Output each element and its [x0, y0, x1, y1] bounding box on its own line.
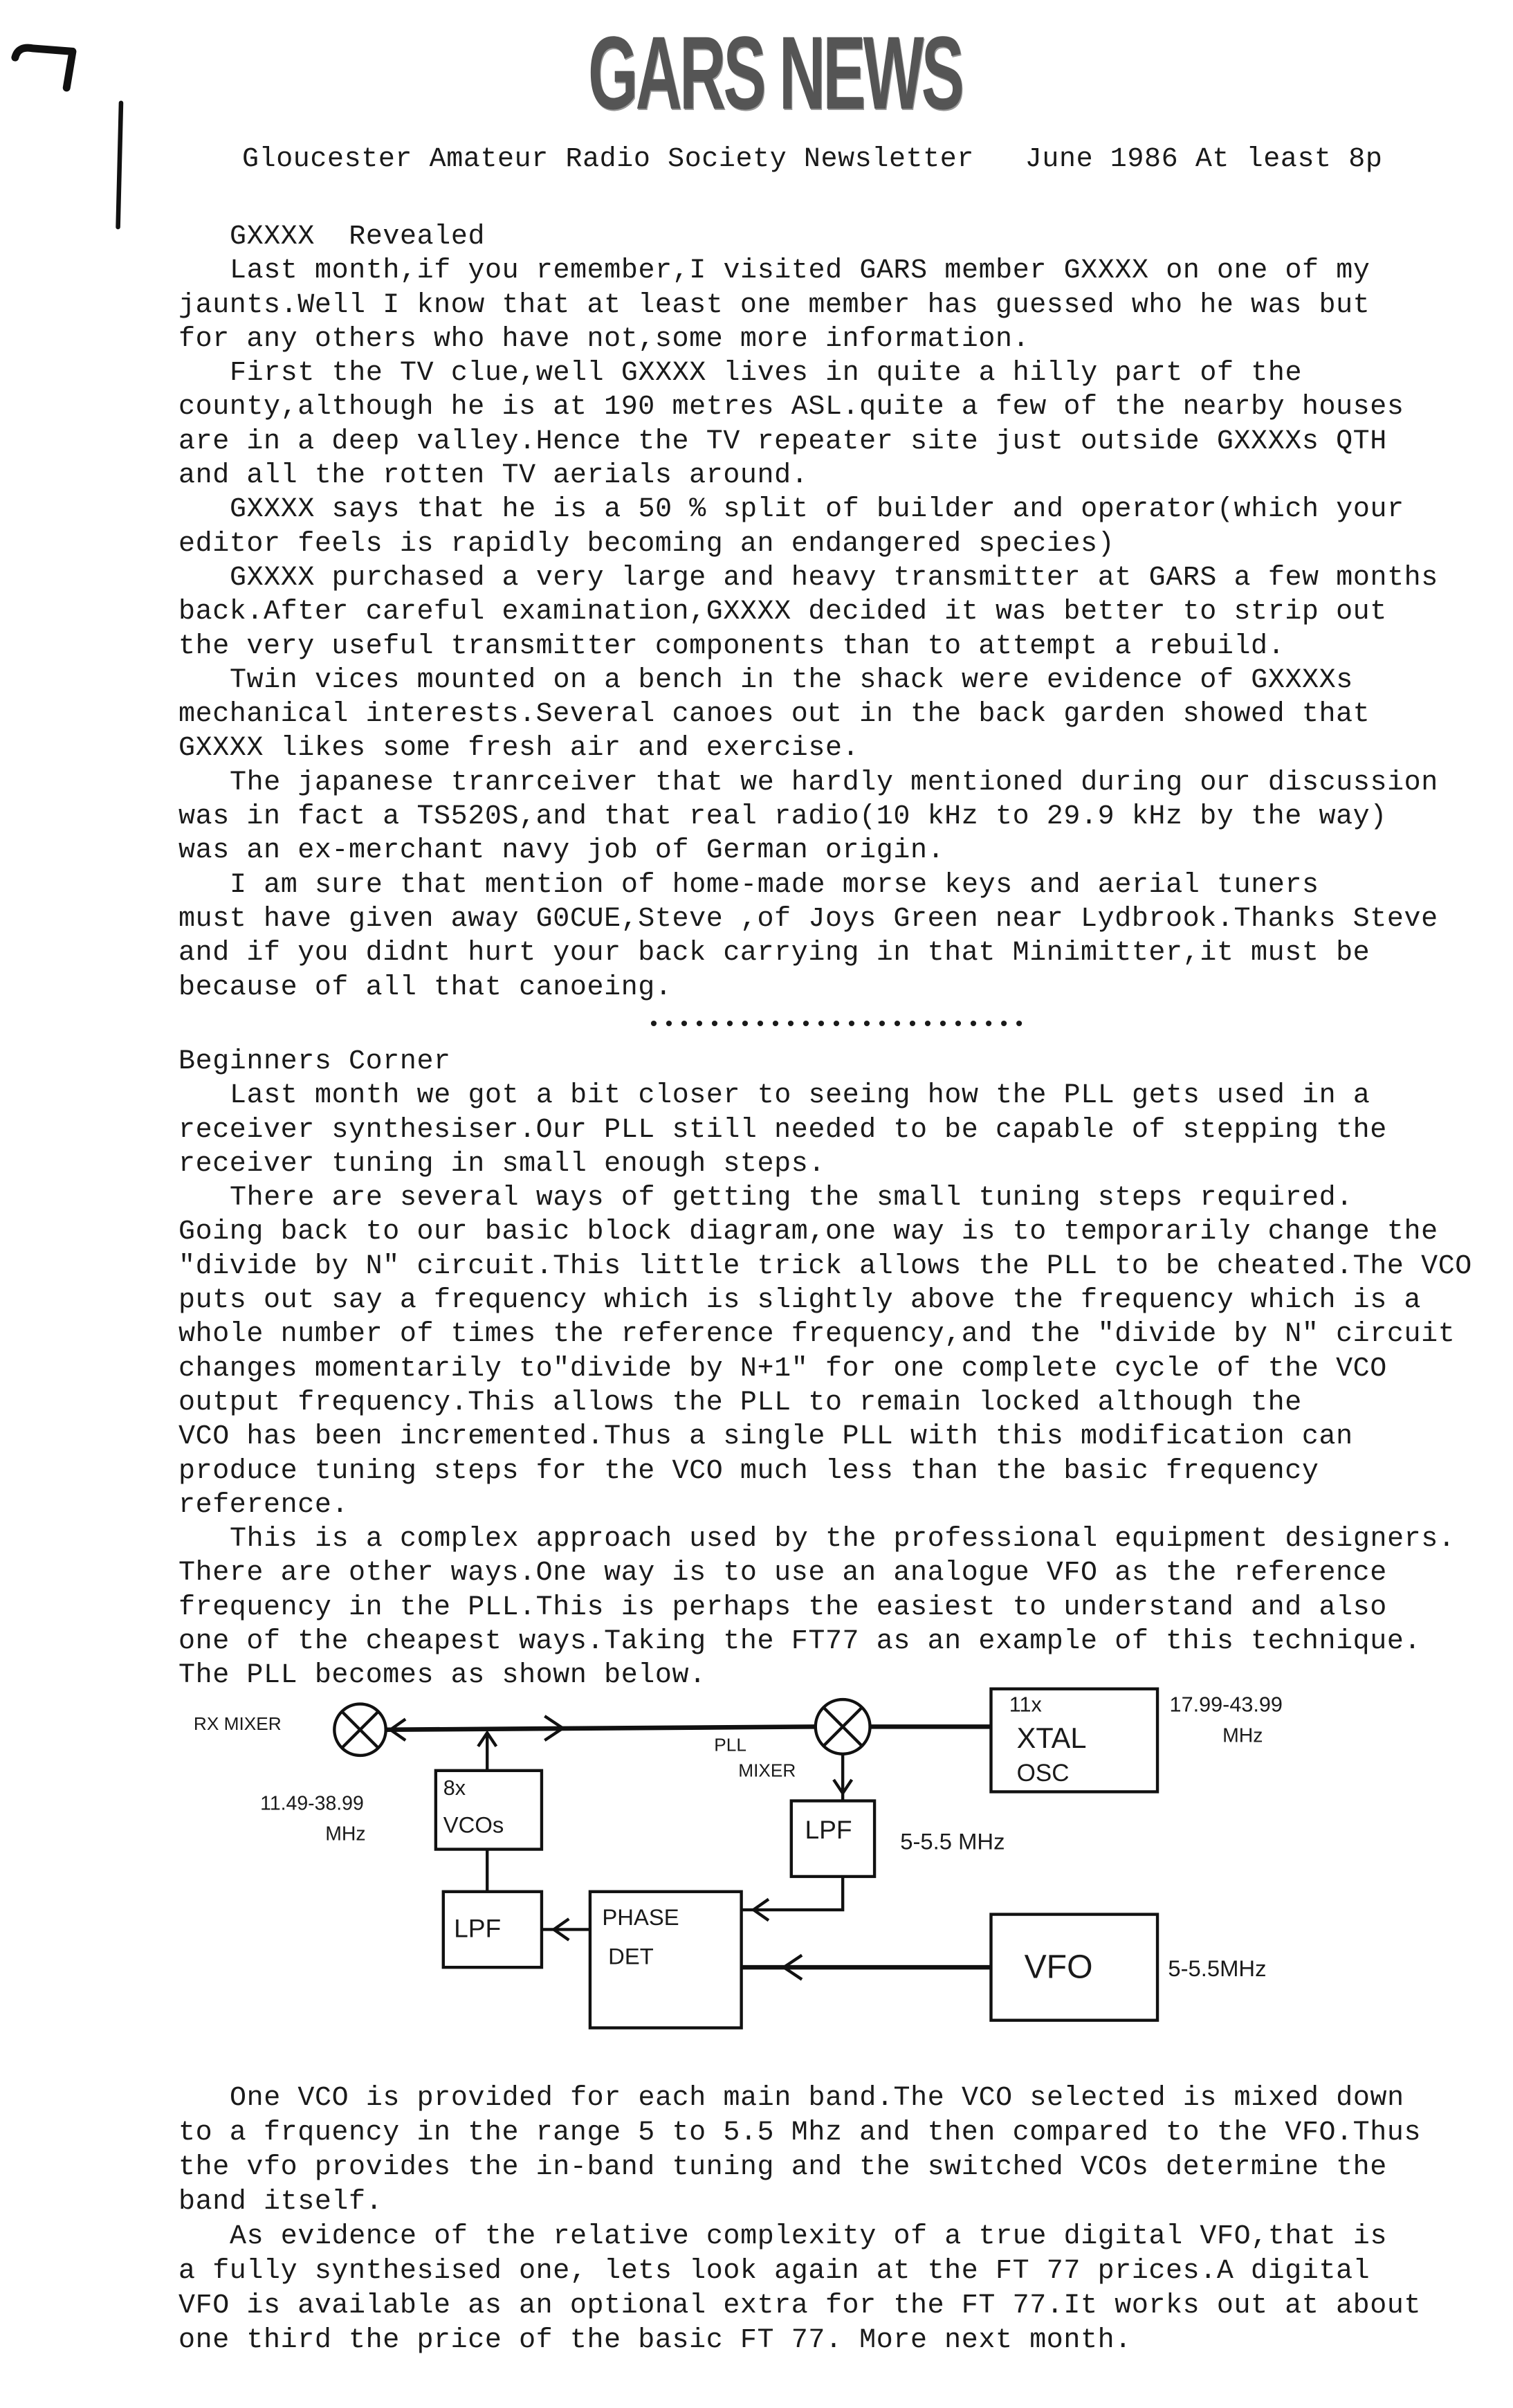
- text-line: puts out say a frequency which is slightly above the frequency which is a: [178, 1285, 1422, 1317]
- text-line: are in a deep valley.Hence the TV repeater site just outside GXXXXs QTH: [178, 426, 1387, 457]
- lpf-lower-label: LPF: [454, 1913, 502, 1943]
- diagram-labels: [194, 1693, 1283, 1986]
- text-line: receiver tuning in small enough steps.: [178, 1148, 825, 1180]
- xtal-label: XTAL: [1016, 1722, 1087, 1755]
- text-line: county,although he is at 190 metres ASL.quite a few of the nearby houses: [178, 392, 1404, 423]
- newsletter-subtitle: Gloucester Amateur Radio Society Newsletter June 1986 At least 8p: [242, 144, 1383, 175]
- text-line: This is a complex approach used by the professional equipment designers.: [230, 1524, 1456, 1556]
- text-line: receiver synthesiser.Our PLL still needed to be capable of stepping the: [178, 1114, 1387, 1146]
- text-line: One VCO is provided for each main band.The VCO selected is mixed down: [230, 2083, 1404, 2114]
- pll-mixer-symbol: [816, 1699, 870, 1754]
- pll-mixer-label: MIXER: [738, 1760, 796, 1781]
- handwritten-page-mark: [15, 48, 121, 227]
- vco-label: 8x: [443, 1776, 466, 1800]
- section-separator: •••••••••••••••••••••••••: [648, 1014, 1029, 1037]
- text-line: GXXXX likes some fresh air and exercise.: [178, 733, 860, 765]
- vco-label: VCOs: [443, 1812, 504, 1838]
- text-line: There are several ways of getting the small tuning steps required.: [230, 1183, 1353, 1214]
- text-line: Last month we got a bit closer to seeing how the PLL gets used in a: [230, 1080, 1370, 1112]
- text-line: the vfo provides the in-band tuning and the switched VCOs determine the: [178, 2152, 1387, 2183]
- phase-det-label: PHASE: [602, 1904, 679, 1930]
- xtal-frequency-label: 17.99-43.99: [1169, 1693, 1283, 1717]
- text-line: and if you didnt hurt your back carrying in that Minimitter,it must be: [178, 938, 1370, 969]
- section-heading: GXXXX Revealed: [230, 221, 486, 253]
- text-line: I am sure that mention of home-made morse keys and aerial tuners: [230, 869, 1319, 901]
- text-line: VFO is available as an optional extra for the FT 77.It works out at about: [178, 2290, 1422, 2322]
- text-line: a fully synthesised one, lets look again at the FT 77 prices.A digital: [178, 2256, 1370, 2287]
- text-line: GXXXX purchased a very large and heavy transmitter at GARS a few months: [230, 562, 1438, 594]
- xtal-label: 11x: [1009, 1693, 1042, 1717]
- text-line: Last month,if you remember,I visited GARS member GXXXX on one of my: [230, 255, 1370, 287]
- text-line: Going back to our basic block diagram,one way is to temporarily change the: [178, 1216, 1438, 1248]
- lpf-upper-frequency-label: 5-5.5 MHz: [900, 1828, 1005, 1854]
- phase-det-label: DET: [608, 1943, 654, 1969]
- text-line: First the TV clue,well GXXXX lives in quite a hilly part of the: [230, 358, 1303, 390]
- vfo-label: VFO: [1024, 1948, 1093, 1986]
- text-line: the very useful transmitter components than to attempt a rebuild.: [178, 630, 1285, 662]
- rx-mixer-label: RX MIXER: [193, 1713, 282, 1734]
- rx-mixer-symbol: [334, 1704, 385, 1755]
- text-line: for any others who have not,some more information.: [178, 323, 1030, 355]
- masthead-title: GARS NEWS: [588, 15, 962, 131]
- text-line: one third the price of the basic FT 77. More next month.: [178, 2325, 1132, 2356]
- text-line: was in fact a TS520S,and that real radio(10 kHz to 29.9 kHz by the way): [178, 801, 1387, 833]
- text-line: must have given away G0CUE,Steve ,of Joys Green near Lydbrook.Thanks Steve: [178, 903, 1438, 935]
- vco-frequency-label: MHz: [325, 1823, 366, 1845]
- text-line: output frequency.This allows the PLL to remain locked although the: [178, 1387, 1302, 1419]
- text-line: As evidence of the relative complexity of a true digital VFO,that is: [230, 2221, 1388, 2252]
- text-line: band itself.: [178, 2187, 383, 2218]
- text-line: jaunts.Well I know that at least one member has guessed who he was but: [178, 289, 1370, 321]
- lpf-upper-label: LPF: [805, 1815, 852, 1845]
- text-line: Twin vices mounted on a bench in the shack were evidence of GXXXXs: [230, 664, 1353, 696]
- text-line: to a frquency in the range 5 to 5.5 Mhz and then compared to the VFO.Thus: [178, 2117, 1422, 2149]
- text-line: produce tuning steps for the VCO much less than the basic frequency: [178, 1455, 1319, 1487]
- section-vco-explanation: [178, 2081, 1421, 2358]
- main-signal-line: [386, 1726, 817, 1729]
- text-line: one of the cheapest ways.Taking the FT77 as an example of this technique.: [178, 1626, 1422, 1658]
- text-line: There are other ways.One way is to use an analogue VFO as the reference: [178, 1558, 1387, 1589]
- section-beginners-corner: [178, 1045, 1472, 1693]
- section-gxxxx-revealed: [178, 220, 1438, 1005]
- xtal-frequency-label: MHz: [1222, 1724, 1263, 1747]
- text-line: frequency in the PLL.This is perhaps the easiest to understand and also: [178, 1591, 1387, 1623]
- text-line: The PLL becomes as shown below.: [178, 1660, 706, 1692]
- vfo-frequency-label: 5-5.5MHz: [1168, 1955, 1267, 1982]
- text-line: because of all that canoeing.: [178, 972, 672, 1003]
- text-line: back.After careful examination,GXXXX decided it was better to strip out: [178, 596, 1387, 628]
- text-line: GXXXX says that he is a 50 % split of builder and operator(which your: [230, 494, 1404, 526]
- text-line: reference.: [178, 1489, 349, 1521]
- text-line: mechanical interests.Several canoes out in the back garden showed that: [178, 699, 1370, 731]
- text-line: and all the rotten TV aerials around.: [178, 460, 809, 492]
- text-line: whole number of times the reference frequency,and the "divide by N" circuit: [178, 1319, 1456, 1351]
- section-heading: Beginners Corner: [178, 1046, 451, 1077]
- text-line: VCO has been incremented.Thus a single PLL with this modification can: [178, 1421, 1353, 1453]
- vco-frequency-label: 11.49-38.99: [260, 1792, 364, 1815]
- text-line: changes momentarily to"divide by N+1" for one complete cycle of the VCO: [178, 1353, 1387, 1385]
- pll-mixer-label: PLL: [714, 1734, 746, 1755]
- text-line: was an ex-merchant navy job of German origin.: [178, 835, 945, 867]
- text-line: The japanese tranrceiver that we hardly mentioned during our discussion: [230, 767, 1438, 799]
- text-line: "divide by N" circuit.This little trick allows the PLL to be cheated.The VCO: [178, 1250, 1472, 1282]
- text-line: editor feels is rapidly becoming an endangered species): [178, 528, 1115, 560]
- xtal-label: OSC: [1016, 1760, 1070, 1787]
